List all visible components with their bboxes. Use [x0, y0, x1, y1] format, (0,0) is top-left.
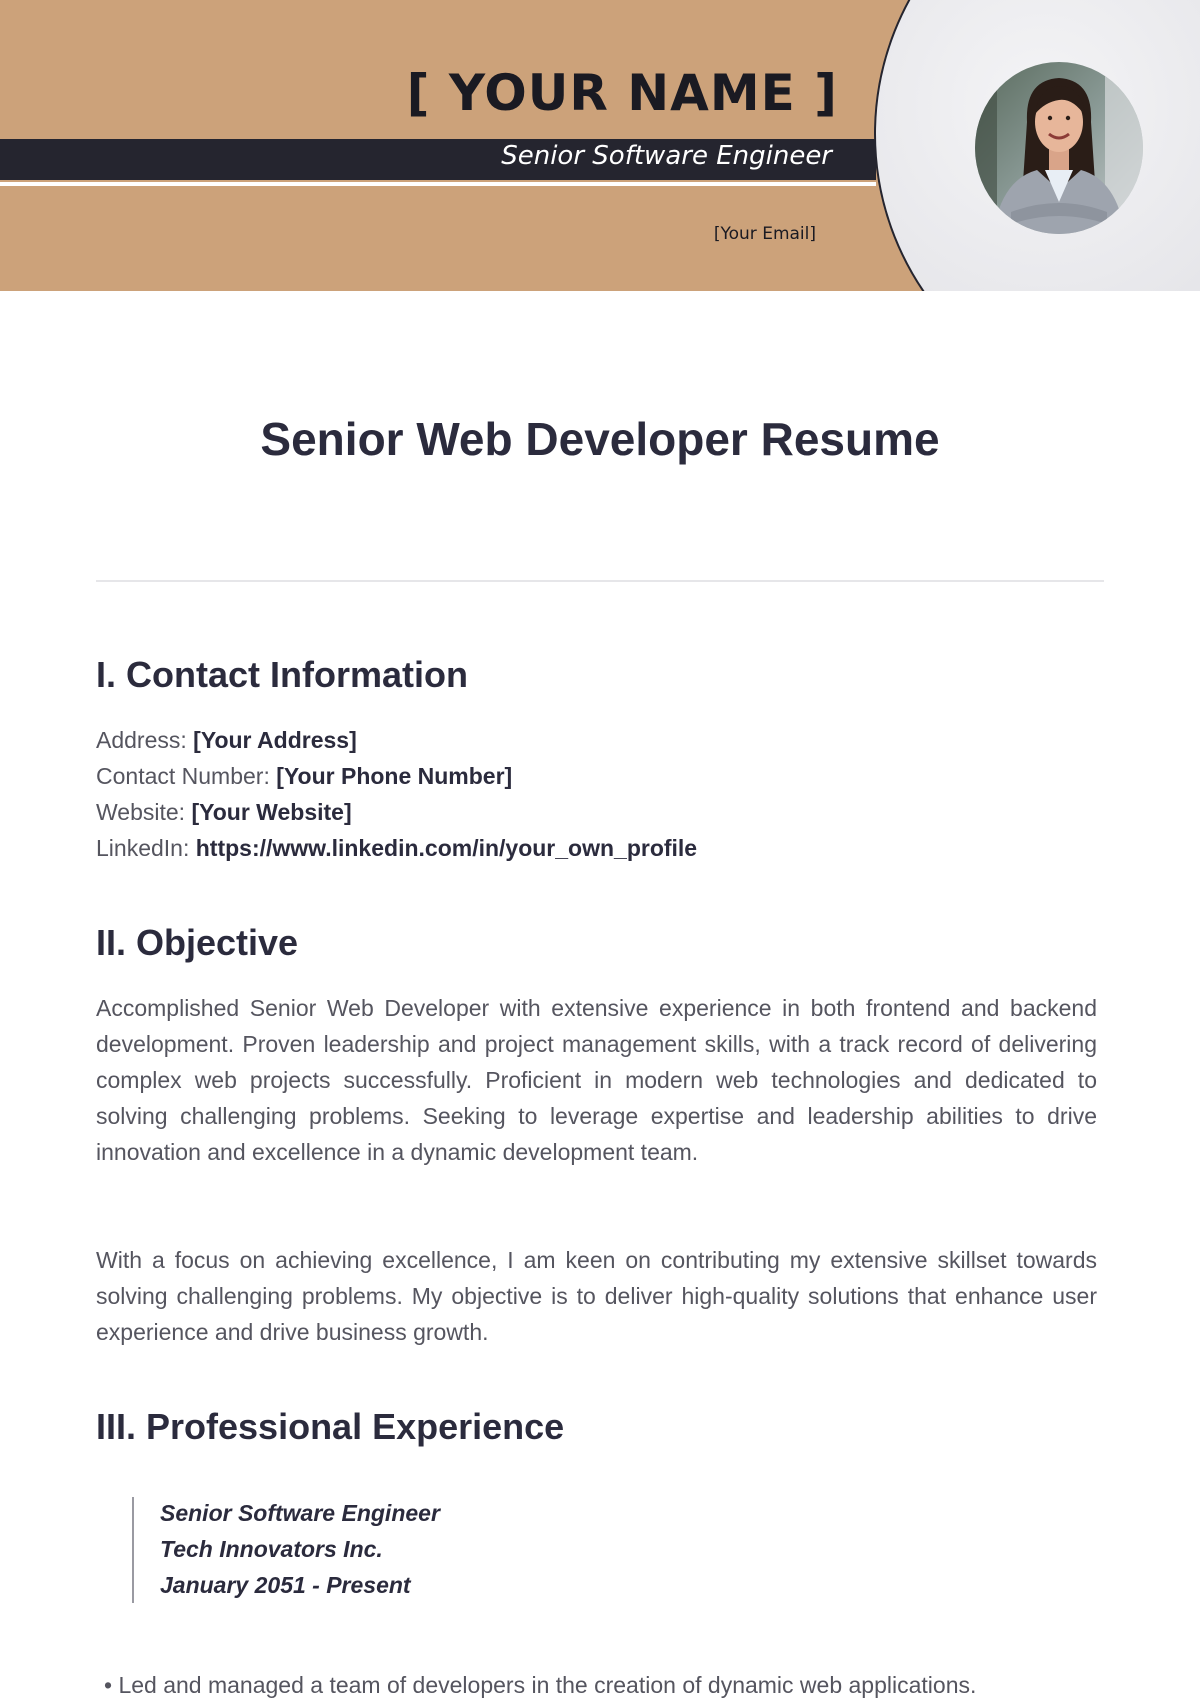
- document-title: Senior Web Developer Resume: [260, 413, 940, 465]
- contact-heading: I. Contact Information: [96, 654, 468, 695]
- candidate-name: [ YOUR NAME ]: [406, 64, 838, 122]
- contact-website: [96, 794, 697, 830]
- job-entry: [132, 1497, 440, 1603]
- job-company: Tech Innovators Inc.: [160, 1536, 383, 1562]
- candidate-email: [Your Email]: [713, 224, 816, 244]
- experience-heading: III. Professional Experience: [96, 1406, 565, 1447]
- contact-website-label: Website:: [96, 799, 186, 825]
- job-title: Senior Software Engineer: [160, 1500, 440, 1526]
- subtitle-bar-underline: [0, 182, 876, 186]
- objective-paragraph-2: With a focus on achieving excellence, I am keen on contributing my extensive skillset towards solving challenging problems. My objective is to deliver high-quality solutions that enhance user experience and drive business growth.: [96, 1247, 1097, 1345]
- contact-linkedin-value: https://www.linkedin.com/in/your_own_profile: [195, 835, 698, 861]
- title-divider: [96, 580, 1104, 582]
- header-banner: [0, 0, 1200, 291]
- profile-photo: [975, 62, 1143, 234]
- contact-linkedin-label: LinkedIn:: [96, 835, 190, 861]
- objective-paragraph-1: Accomplished Senior Web Developer with extensive experience in both frontend and backend development. Proven leadership and project management skills, with a track record of delivering complex web projects successfully. Proficient in modern web technologies and dedicated to solving challenging problems. Seeking to leverage expertise and leadership abilities to drive innovation and excellence in a dynamic development team.: [96, 995, 1097, 1165]
- candidate-subtitle: Senior Software Engineer: [501, 141, 832, 171]
- contact-phone: [96, 758, 697, 794]
- contact-website-value: [Your Website]: [191, 799, 352, 825]
- profile-photo-icon: [975, 62, 1143, 234]
- contact-phone-label: Contact Number:: [96, 763, 270, 789]
- contact-address-value: [Your Address]: [193, 727, 357, 753]
- contact-list: [96, 722, 697, 866]
- contact-linkedin: [96, 830, 697, 866]
- job-bullet: • Led and managed a team of developers in the creation of dynamic web applications.: [104, 1672, 977, 1698]
- contact-address-label: Address:: [96, 727, 187, 753]
- contact-phone-value: [Your Phone Number]: [276, 763, 513, 789]
- job-dates: January 2051 - Present: [160, 1572, 411, 1598]
- objective-heading: II. Objective: [96, 922, 299, 963]
- contact-address: [96, 722, 697, 758]
